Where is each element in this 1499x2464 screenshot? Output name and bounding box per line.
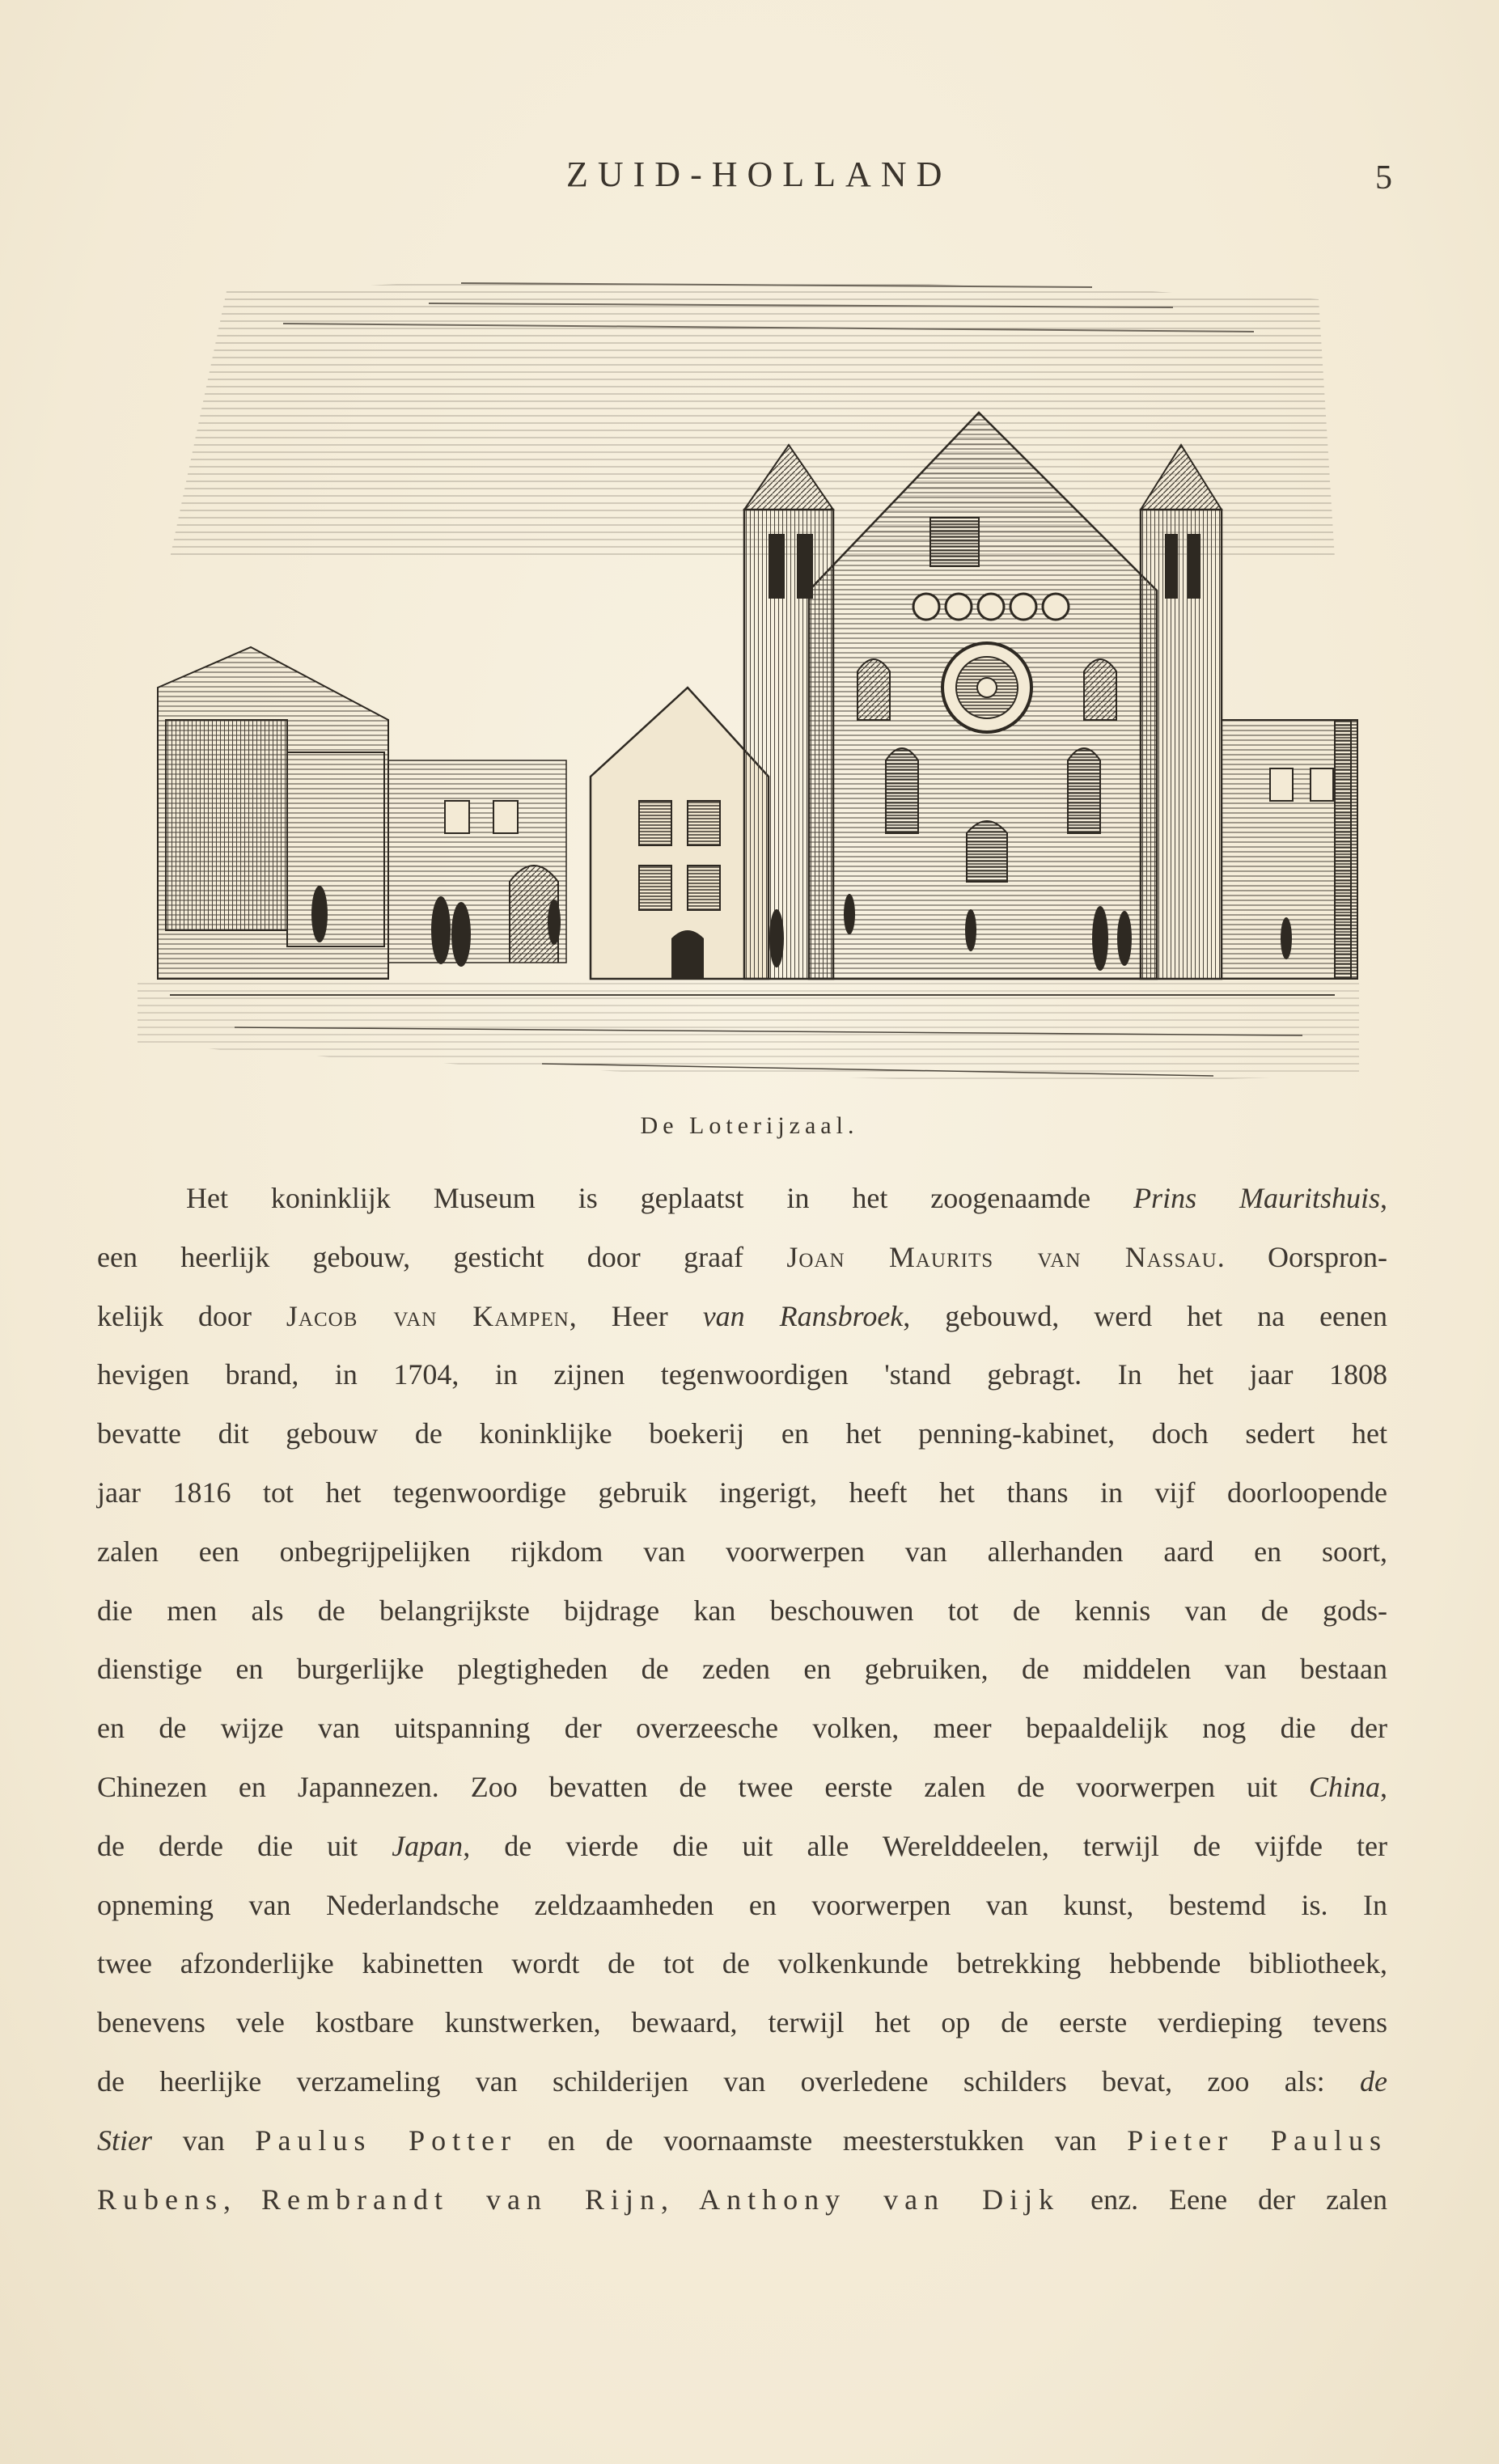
text-span: de heerlijke verzameling van schilderijen van overledene schilders bevat, zoo als:: [97, 2064, 1361, 2098]
text-span: opneming van Nederlandsche zeldzaamheden en voorwerpen van kunst, bestemd is. In: [97, 1888, 1387, 1921]
text-span: hevigen brand, in 1704, in zijnen tegenwoordigen 'stand gebragt. In het jaar 1808: [97, 1358, 1387, 1391]
text-span: Rembrandt van Rijn: [261, 2182, 662, 2216]
gabled-house: [591, 688, 769, 979]
text-span: die men als de belangrijkste bijdrage kan beschouwen tot de kennis van de gods-: [97, 1594, 1387, 1627]
text-line: [97, 1404, 1387, 1463]
page-number: 5: [1375, 159, 1392, 197]
text-line: [97, 1993, 1387, 2052]
text-line: [97, 1876, 1387, 1935]
text-line: [97, 2170, 1387, 2229]
running-head: [0, 154, 1499, 202]
text-line: [97, 1522, 1387, 1581]
text-span: Joan Maurits van Nassau: [786, 1240, 1217, 1273]
text-span: , de vierde die uit alle Werelddeelen, terwijl de vijfde ter: [463, 1829, 1387, 1862]
text-line: [97, 1345, 1387, 1404]
engraving-illustration: [121, 267, 1375, 1100]
text-line: [97, 1817, 1387, 1876]
loterijzaal-building: [744, 413, 1222, 979]
text-span: Stier: [97, 2123, 152, 2157]
text-span: Jacob van Kampen: [286, 1299, 570, 1332]
illustration-caption: De Loterijzaal.: [640, 1112, 859, 1139]
text-span: enz. Eene der zalen: [1060, 2182, 1388, 2216]
text-span: Pieter Paulus: [1127, 2123, 1387, 2157]
text-span: ,: [223, 2182, 262, 2216]
text-span: bevatte dit gebouw de koninklijke boekerij en het penning-kabinet, doch sedert het: [97, 1417, 1387, 1450]
left-houses: [158, 647, 566, 979]
text-span: de derde die uit: [97, 1829, 392, 1862]
text-span: ,: [1380, 1770, 1387, 1803]
text-span: jaar 1816 tot het tegenwoordige gebruik ingerigt, heeft het thans in vijf doorloopende: [97, 1475, 1387, 1509]
text-span: van Ransbroek: [702, 1299, 904, 1332]
text-span: van: [152, 2123, 256, 2157]
text-line: [97, 1640, 1387, 1699]
text-line: [97, 1699, 1387, 1758]
text-span: Rubens: [97, 2182, 223, 2216]
text-span: Japan: [392, 1829, 464, 1862]
body-text: [97, 1169, 1387, 2229]
text-span: ,: [1380, 1182, 1388, 1214]
text-line: [97, 1934, 1387, 1993]
text-span: en de wijze van uitspanning der overzeesche volken, meer bepaaldelijk nog die der: [97, 1712, 1387, 1745]
text-span: twee afzonderlijke kabinetten wordt de tot de volkenkunde betrekking hebbende bibliotheek,: [97, 1947, 1387, 1980]
text-span: ,: [661, 2182, 700, 2216]
text-line: [97, 1169, 1387, 1228]
text-span: . Oorspron-: [1217, 1240, 1387, 1273]
text-span: China: [1308, 1770, 1380, 1803]
text-line: [97, 1287, 1387, 1346]
text-span: Het koninklijk Museum is geplaatst in het zoogenaamde: [186, 1182, 1134, 1214]
text-line: [97, 1581, 1387, 1641]
text-line: [97, 1463, 1387, 1522]
text-line: [97, 2052, 1387, 2111]
running-title: ZUID-HOLLAND: [566, 155, 952, 194]
text-span: zalen een onbegrijpelijken rijkdom van voorwerpen van allerhanden aard en soort,: [97, 1535, 1387, 1568]
ground-hatching: [138, 979, 1359, 1080]
text-span: , Heer: [569, 1299, 703, 1332]
text-line: [97, 1758, 1387, 1817]
text-span: en de voornaamste meesterstukken van: [517, 2123, 1128, 2157]
text-span: kelijk door: [97, 1299, 286, 1332]
text-span: Prins Mauritshuis: [1133, 1182, 1381, 1214]
text-span: Anthony van Dijk: [699, 2182, 1061, 2216]
text-span: Paulus Potter: [255, 2123, 518, 2157]
text-span: , gebouwd, werd het na eenen: [903, 1299, 1388, 1332]
text-span: Chinezen en Japannezen. Zoo bevatten de twee eerste zalen de voorwerpen uit: [97, 1770, 1309, 1803]
text-span: een heerlijk gebouw, gesticht door graaf: [97, 1240, 787, 1273]
text-span: dienstige en burgerlijke plegtigheden de zeden en gebruiken, de middelen van bestaan: [97, 1653, 1387, 1686]
text-line: [97, 1228, 1387, 1287]
text-line: [97, 2111, 1387, 2170]
text-span: benevens vele kostbare kunstwerken, bewaard, terwijl het op de eerste verdieping tevens: [97, 2006, 1387, 2039]
text-span: de: [1360, 2064, 1387, 2098]
